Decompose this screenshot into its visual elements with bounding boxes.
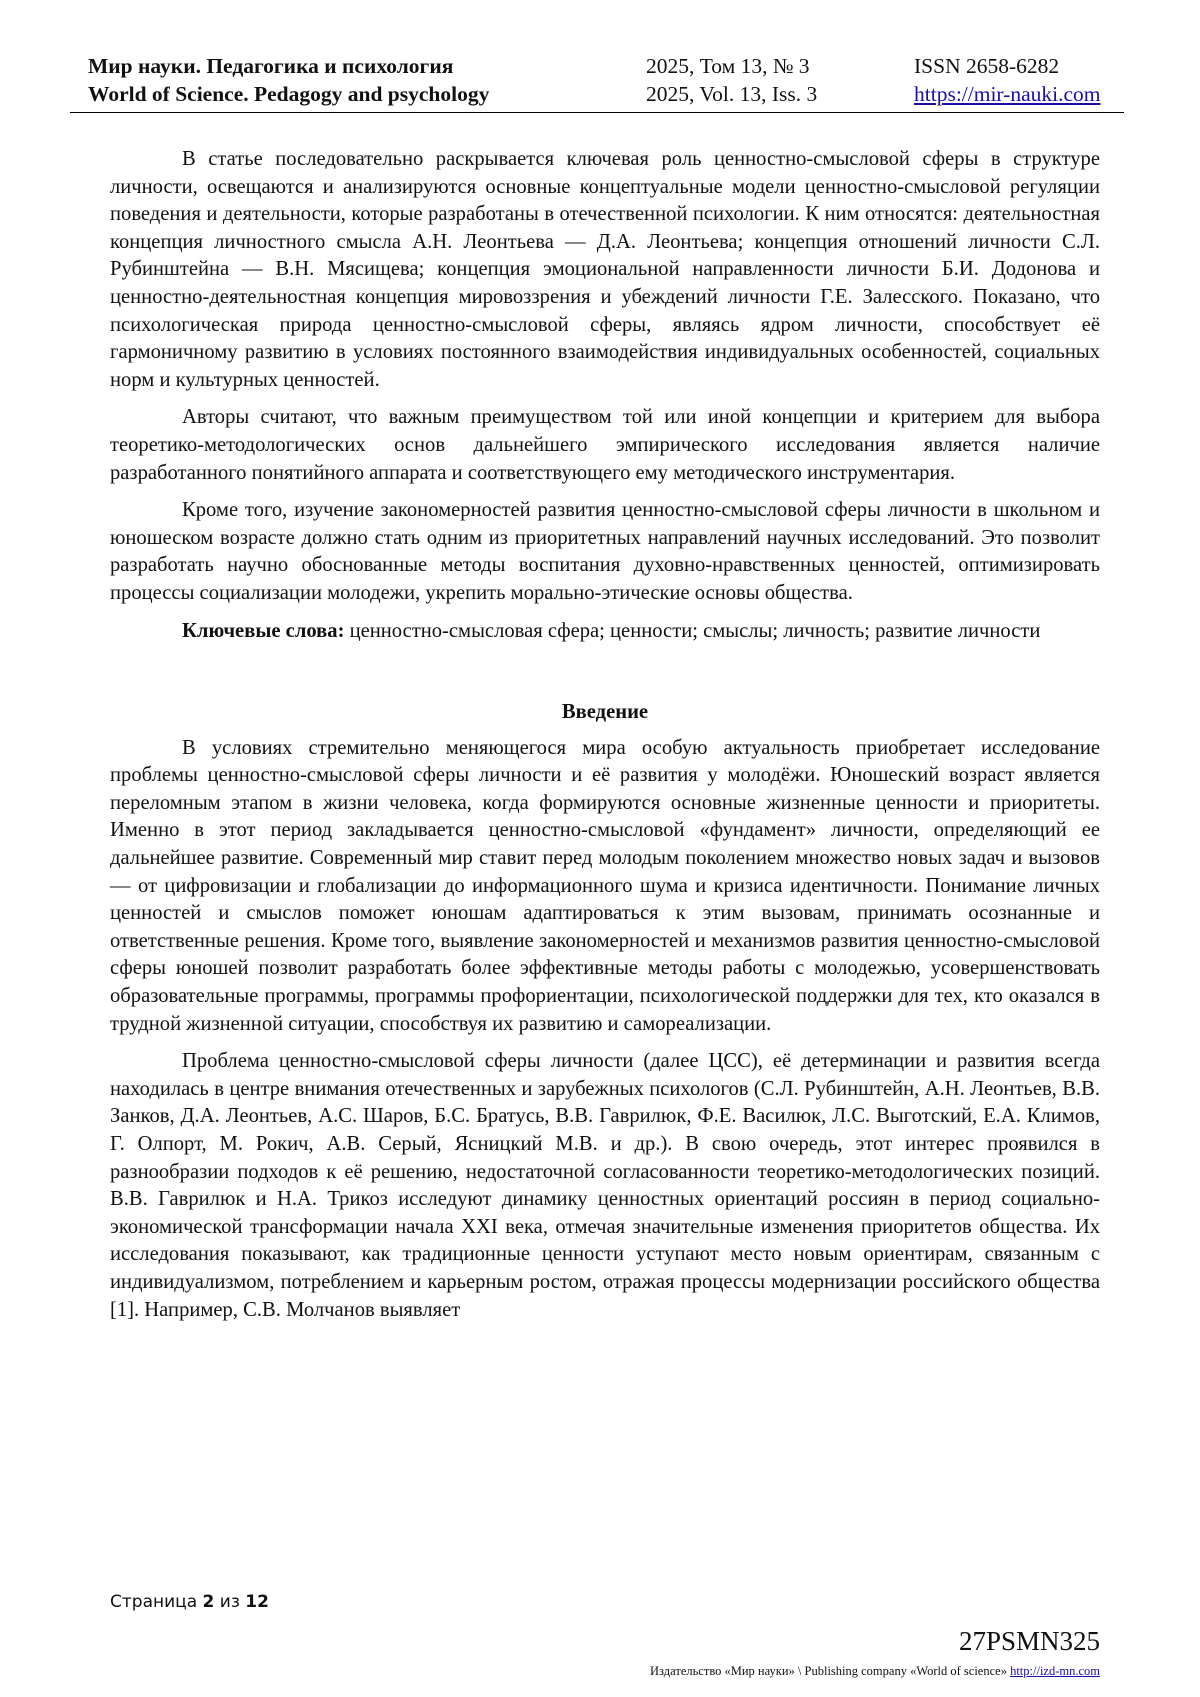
volume-info-en: 2025, Vol. 13, Iss. 3 — [646, 82, 818, 106]
publisher-url-link[interactable]: http://izd-mn.com — [1010, 1664, 1100, 1678]
page-total: 12 — [245, 1592, 269, 1612]
journal-title-en: World of Science. Pedagogy and psychology — [88, 82, 490, 106]
article-code: 27PSMN325 — [958, 1626, 1100, 1656]
article-body — [110, 146, 1100, 1324]
volume-info-ru: 2025, Том 13, № 3 — [646, 54, 810, 78]
journal-title-ru: Мир науки. Педагогика и психология — [88, 54, 454, 78]
abstract-paragraph-1: В статье последовательно раскрывается ключевая роль ценностно-смысловой сферы в структуре личности, освещаются и анализируются основные концептуальные модели ценностно-смысловой регуляции поведения и деятельности, которые разработаны в отечественной психологии. К ним относятся: деятельностная концепция личностного смысла А.Н. Леонтьева — Д.А. Леонтьева; концепция отношений личности С.Л. Рубинштейна — В.Н. Мясищева; концепция эмоциональной направленности личности Б.И. Додонова и ценностно-деятельностная концепция мировоззрения и убеждений личности Г.Е. Залесского. Показано, что психологическая природа ценностно-смысловой сферы, являясь ядром личности, способствует её гармоничному развитию в условиях постоянного взаимодействия индивидуальных особенностей, социальных норм и культурных ценностей. — [110, 148, 1100, 391]
keywords-text: ценностно-смысловая сфера; ценности; смыслы; личность; развитие личности — [344, 619, 1041, 642]
journal-url-link[interactable]: https://mir-nauki.com — [914, 82, 1101, 106]
of-word: из — [219, 1592, 240, 1612]
publisher-line — [650, 1664, 1100, 1679]
keywords — [110, 618, 1100, 646]
keywords-label: Ключевые слова: — [182, 619, 345, 642]
section-title-introduction: Введение — [561, 701, 649, 724]
page-number: 2 — [202, 1592, 215, 1612]
header-divider — [70, 112, 1124, 113]
abstract-paragraph-2: Авторы считают, что важным преимуществом той или иной концепции и критерием для выбора теоретико-методологических основ дальнейшего эмпирического исследования является наличие разработанного понятийного аппарата и соответствующего ему методического инструментария. — [110, 406, 1100, 484]
issn: ISSN 2658-6282 — [914, 54, 1060, 78]
page-counter — [110, 1592, 269, 1612]
intro-paragraph-2: Проблема ценностно-смысловой сферы личности (далее ЦСС), её детерминации и развития всегда находилась в центре внимания отечественных и зарубежных психологов (С.Л. Рубинштейн, А.Н. Леонтьев, В.В. Занков, Д.А. Леонтьев, А.С. Шаров, Б.С. Братусь, В.В. Гаврилюк, Ф.Е. Василюк, Л.С. Выготский, Е.А. Климов, Г. Олпорт, М. Рокич, А.В. Серый, Ясницкий М.В. и др.). В свою очередь, этот интерес проявился в разнообразии подходов к её решению, недостаточной согласованности теоретико-методологических позиций. В.В. Гаврилюк и Н.А. Трикоз исследуют динамику ценностных ориентаций россиян в период социально-экономической трансформации начала XXI века, отмечая значительные изменения приоритетов общества. Их исследования показывают, как традиционные ценности уступают место новым ориентирам, связанным с индивидуализмом, потреблением и карьерным ростом, отражая процессы модернизации российского общества [1]. Например, С.В. Молчанов выявляет — [110, 1050, 1100, 1321]
intro-paragraph-1: В условиях стремительно меняющегося мира особую актуальность приобретает исследование проблемы ценностно-смысловой сферы личности и её развития у молодёжи. Юношеский возраст является переломным этапом в жизни человека, когда формируются основные жизненные ценности и приоритеты. Именно в этот период закладывается ценностно-смысловой «фундамент» личности, определяющий ее дальнейшее развитие. Современный мир ставит перед молодым поколением множество новых задач и вызовов — от цифровизации и глобализации до информационного шума и кризиса идентичности. Понимание личных ценностей и смыслов поможет юношам адаптироваться к этим вызовам, принимать осознанные и ответственные решения. Кроме того, выявление закономерностей и механизмов развития ценностно-смысловой сферы юношей позволит разработать более эффективные методы работы с молодежью, усовершенствовать образовательные программы, программы профориентации, психологической поддержки для тех, кто оказался в трудной жизненной ситуации, способствуя их развитию и самореализации. — [110, 736, 1100, 1035]
page-word: Страница — [110, 1592, 198, 1612]
journal-header — [88, 52, 1122, 110]
abstract-paragraph-3: Кроме того, изучение закономерностей развития ценностно-смысловой сферы личности в школьном и юношеском возрасте должно стать одним из приоритетных направлений научных исследований. Это позволит разработать научно обоснованные методы воспитания духовно-нравственных ценностей, оптимизировать процессы социализации молодежи, укрепить морально-этические основы общества. — [110, 499, 1100, 604]
publisher-name: Издательство «Мир науки» \ Publishing company «World of science» — [650, 1664, 1007, 1678]
journal-url-cell — [914, 80, 1100, 108]
